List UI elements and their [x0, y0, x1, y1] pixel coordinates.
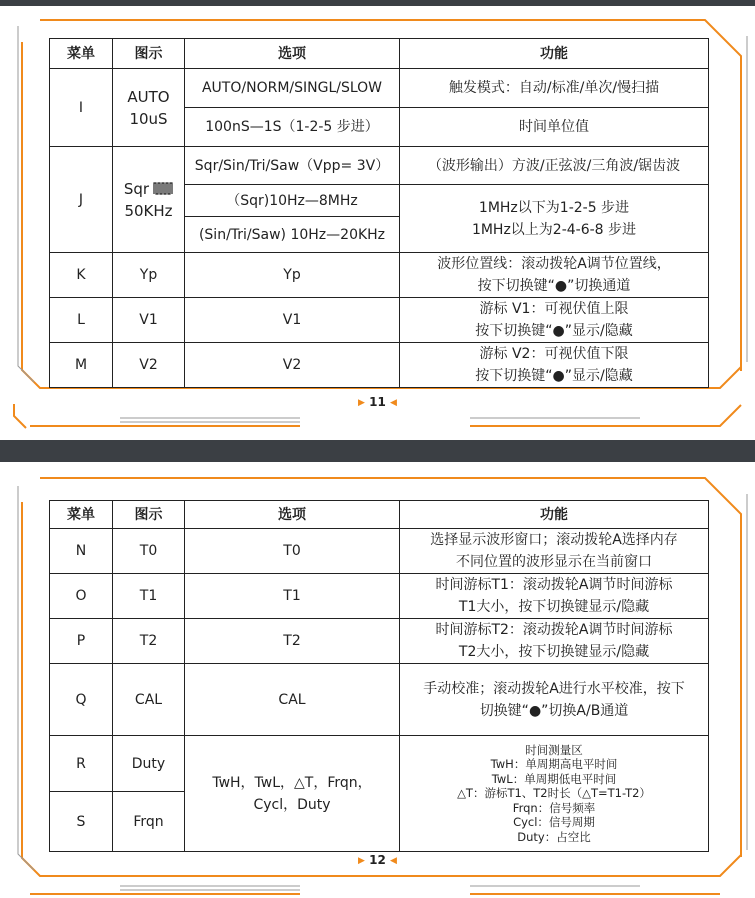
menu-cell: O	[50, 574, 113, 619]
page-number	[0, 853, 755, 867]
function-line: 时间游标T1：滚动拨轮A调节时间游标	[435, 577, 673, 593]
right-arrow-icon: ▶	[358, 398, 365, 408]
function-line: 按下切换键“●”显示/隐藏	[475, 368, 633, 384]
function-cell	[400, 253, 709, 298]
function-cell	[400, 574, 709, 619]
function-line: 手动校准；滚动拨轮A进行水平校准，按下	[423, 680, 685, 697]
function-line: 1MHz以上为2-4-6-8 步进	[471, 221, 637, 238]
function-line: 不同位置的波形显示在当前窗口	[456, 554, 652, 570]
icon-label: Sqr	[123, 179, 150, 198]
table-row-k	[50, 253, 709, 298]
function-line: 选择显示波形窗口；滚动拨轮A选择内存	[430, 532, 678, 548]
table-row-q	[50, 664, 709, 736]
header-icon: 图示	[113, 39, 185, 69]
function-line: 切换键“●”切换A/B通道	[479, 702, 629, 719]
manual-page-12	[0, 462, 755, 898]
function-line: T2大小，按下切换键显示/隐藏	[458, 644, 650, 660]
function-line: 按下切换键“●”显示/隐藏	[475, 323, 633, 339]
page-number-text: 12	[369, 853, 386, 867]
header-options: 选项	[185, 39, 400, 69]
function-line: Cycl：信号周期	[513, 815, 595, 830]
header-menu: 菜单	[50, 501, 113, 529]
table-row-l	[50, 298, 709, 343]
page-number-text: 11	[369, 395, 386, 409]
menu-cell: I	[50, 69, 113, 147]
function-cell: 时间单位值	[400, 108, 709, 147]
function-cell	[400, 529, 709, 574]
function-line: 时间游标T2：滚动拨轮A调节时间游标	[435, 622, 673, 638]
header-menu: 菜单	[50, 39, 113, 69]
function-line: 1MHz以下为1-2-5 步进	[478, 199, 630, 216]
function-line: 游标 V1：可视伏值上限	[479, 301, 629, 317]
left-arrow-icon: ◀	[390, 856, 397, 866]
table-row-j	[50, 147, 709, 185]
icon-cell: AUTO 10uS	[113, 69, 185, 147]
menu-cell: L	[50, 298, 113, 343]
icon-cell: CAL	[113, 664, 185, 736]
option-cell: （Sqr)10Hz—8MHz	[185, 185, 400, 217]
manual-page-11	[0, 6, 755, 440]
menu-cell: R	[50, 736, 113, 792]
header-function: 功能	[400, 501, 709, 529]
option-cell: Sqr/Sin/Tri/Saw（Vpp= 3V）	[185, 147, 400, 185]
icon-cell: T0	[113, 529, 185, 574]
icon-cell: Frqn	[113, 792, 185, 852]
menu-cell: N	[50, 529, 113, 574]
icon-cell: T2	[113, 619, 185, 664]
function-cell	[400, 185, 709, 253]
icon-cell: Duty	[113, 736, 185, 792]
function-cell	[400, 664, 709, 736]
function-line: 波形位置线：滚动拨轮A调节位置线，	[437, 256, 671, 272]
header-function: 功能	[400, 39, 709, 69]
menu-cell: P	[50, 619, 113, 664]
icon-cell: Yp	[113, 253, 185, 298]
table-row-n	[50, 529, 709, 574]
option-cell: Yp	[185, 253, 400, 298]
function-line: TwH：单周期高电平时间	[490, 757, 618, 772]
option-cell: T1	[185, 574, 400, 619]
header-icon: 图示	[113, 501, 185, 529]
table-row-i	[50, 69, 709, 108]
option-line: Cycl，Duty	[253, 796, 331, 813]
option-cell: T0	[185, 529, 400, 574]
option-cell: V2	[185, 343, 400, 388]
left-arrow-icon: ◀	[390, 398, 397, 408]
icon-cell: T1	[113, 574, 185, 619]
table-header-row	[50, 39, 709, 69]
option-cell: (Sin/Tri/Saw) 10Hz—20KHz	[185, 217, 400, 253]
table-row-p	[50, 619, 709, 664]
function-cell	[400, 736, 709, 852]
icon-sub-label: 50KHz	[124, 201, 173, 220]
function-line: 时间测量区	[525, 742, 583, 757]
spec-table-page-11	[49, 38, 709, 388]
option-cell: AUTO/NORM/SINGL/SLOW	[185, 69, 400, 108]
page-divider-bar	[0, 440, 755, 462]
function-cell: 触发模式：自动/标准/单次/慢扫描	[400, 69, 709, 108]
table-row-o	[50, 574, 709, 619]
option-cell	[185, 736, 400, 852]
icon-cell: V1	[113, 298, 185, 343]
function-line: T1大小，按下切换键显示/隐藏	[458, 599, 650, 615]
right-arrow-icon: ▶	[358, 856, 365, 866]
menu-cell: K	[50, 253, 113, 298]
table-header-row	[50, 501, 709, 529]
menu-cell: J	[50, 147, 113, 253]
function-cell	[400, 343, 709, 388]
spec-table-page-12	[49, 500, 709, 852]
table-row-r	[50, 736, 709, 792]
menu-cell: Q	[50, 664, 113, 736]
option-cell: T2	[185, 619, 400, 664]
function-line: TwL：单周期低电平时间	[491, 771, 617, 786]
option-cell: CAL	[185, 664, 400, 736]
icon-cell: V2	[113, 343, 185, 388]
icon-cell	[113, 147, 185, 253]
menu-cell: S	[50, 792, 113, 852]
function-cell	[400, 298, 709, 343]
function-cell	[400, 619, 709, 664]
table-row-m	[50, 343, 709, 388]
square-wave-icon	[153, 182, 173, 195]
option-cell: V1	[185, 298, 400, 343]
function-line: 游标 V2：可视伏值下限	[479, 346, 629, 362]
function-line: 按下切换键“●”切换通道	[477, 278, 631, 294]
function-cell: （波形输出）方波/正弦波/三角波/锯齿波	[400, 147, 709, 185]
page-number	[0, 395, 755, 409]
function-line: Duty：占空比	[517, 829, 591, 844]
header-options: 选项	[185, 501, 400, 529]
icon-line	[115, 178, 182, 200]
option-line: TwH，TwL，△T，Frqn，	[212, 774, 372, 791]
menu-cell: M	[50, 343, 113, 388]
option-cell: 100nS—1S（1-2-5 步进）	[185, 108, 400, 147]
function-line: Frqn：信号频率	[512, 800, 596, 815]
function-line: △T：游标T1、T2时长（△T=T1-T2）	[457, 786, 651, 801]
